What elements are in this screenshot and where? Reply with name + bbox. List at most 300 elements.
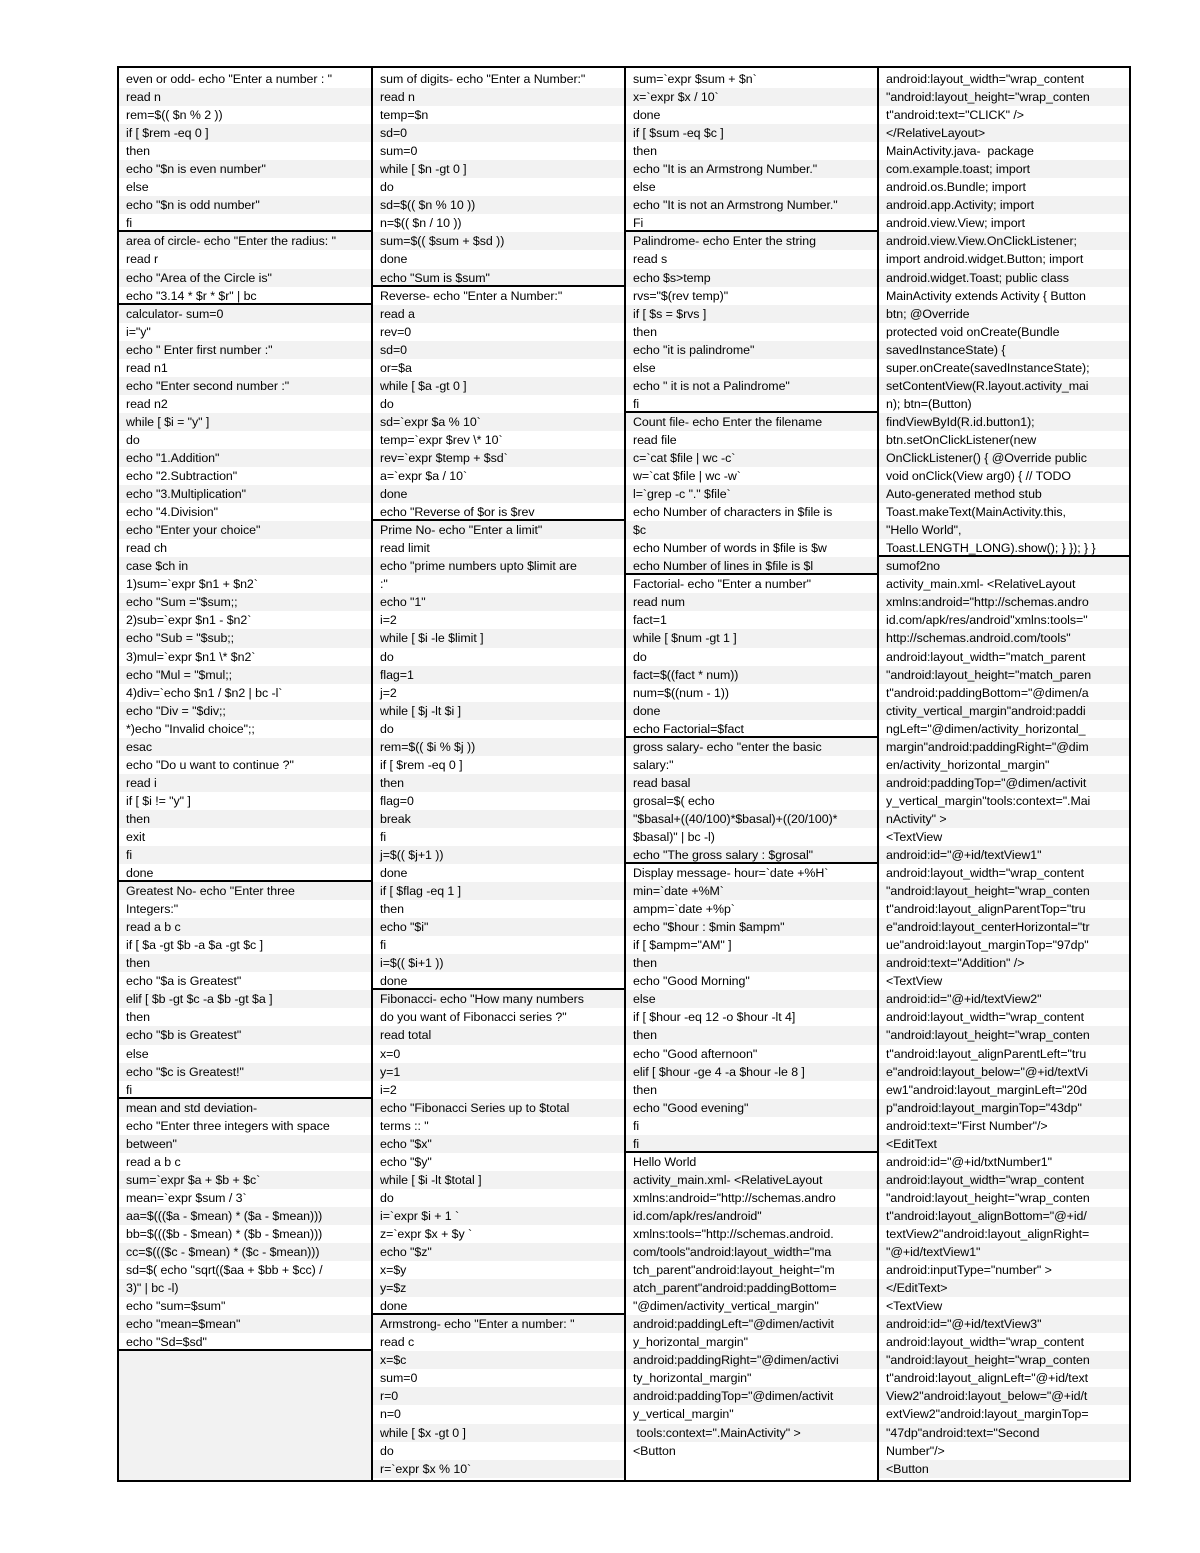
code-line: MainActivity extends Activity { Button <box>886 288 1086 303</box>
code-line: xmlns:android="http://schemas.andro <box>879 593 1129 611</box>
code-line: num=$((num - 1)) <box>633 685 729 700</box>
code-line: echo "sum=$sum" <box>126 1299 226 1314</box>
code-line: read c <box>380 1335 415 1350</box>
code-line: echo "$n is odd number" <box>119 196 371 214</box>
code-line: findViewById(R.id.button1); <box>879 413 1129 431</box>
code-line: fact=1 <box>633 613 667 628</box>
code-line: e"android:layout_centerHorizontal="tr <box>879 918 1129 936</box>
code-line: ue"android:layout_marginTop="97dp" <box>886 938 1089 953</box>
code-line: mean=`expr $sum / 3` <box>126 1190 247 1205</box>
code-line: android:text="First Number"/> <box>886 1118 1048 1133</box>
code-line: rem=$(( $i % $j )) <box>373 738 624 756</box>
code-line: echo "$x" <box>373 1135 624 1153</box>
code-line: echo "$a is Greatest" <box>126 974 242 989</box>
code-line: do <box>126 432 140 447</box>
code-line: echo "Sd=$sd" <box>119 1333 371 1351</box>
code-line: 1)sum=`expr $n1 + $n2` <box>126 577 258 592</box>
code-line: then <box>119 810 371 828</box>
code-line: 3)mul=`expr $n1 \* $n2` <box>126 649 256 664</box>
code-line: read r <box>126 252 159 267</box>
code-line: "$basal+((40/100)*$basal)+((20/100)* <box>626 810 877 828</box>
code-line: read a b c <box>126 1154 181 1169</box>
code-line: x=0 <box>380 1046 401 1061</box>
code-line: echo Number of characters in $file is <box>633 505 833 520</box>
code-line: <TextView <box>886 1299 943 1314</box>
code-line: btn; @Override <box>879 305 1129 323</box>
code-line: activity_main.xml- <RelativeLayout <box>886 577 1076 592</box>
code-line: y_horizontal_margin" <box>633 1335 748 1350</box>
code-line: echo "Reverse of $or is $rev <box>373 503 624 521</box>
code-line: then <box>626 1026 877 1044</box>
code-line: echo "Enter three integers with space <box>126 1118 330 1133</box>
code-line: do <box>380 649 394 664</box>
code-line: Reverse- echo "Enter a Number:" <box>380 288 563 303</box>
code-line: fi <box>119 1081 371 1099</box>
code-line: while [ $a -gt 0 ] <box>373 377 624 395</box>
code-line: http://schemas.android.com/tools" <box>879 629 1129 647</box>
code-line: View2"android:layout_below="@+id/t <box>879 1387 1129 1405</box>
code-line: $basal)" | bc -l) <box>633 829 715 844</box>
code-line: atch_parent"android:paddingBottom= <box>626 1279 877 1297</box>
code-line: if [ $sum -eq $c ] <box>626 124 877 142</box>
code-line: then <box>626 954 877 972</box>
code-line: <Button <box>633 1443 676 1458</box>
column-1 <box>119 68 373 1480</box>
code-line: then <box>126 144 150 159</box>
code-line: Palindrome- echo Enter the string <box>626 232 877 250</box>
code-line: then <box>380 902 404 917</box>
code-line: rvs="$(rev temp)" <box>633 288 729 303</box>
code-line: grosal=$( echo <box>633 793 715 808</box>
code-line: android.view.View; import <box>886 216 1026 231</box>
code-line: else <box>633 360 656 375</box>
empty-cell <box>119 1351 371 1480</box>
code-line: android:layout_width="wrap_content <box>886 866 1084 881</box>
code-line: ampm=`date +%p` <box>633 902 735 917</box>
code-line: mean and std deviation- <box>119 1099 371 1117</box>
code-line: z=`expr $x + $y ` <box>380 1227 473 1241</box>
code-line: OnClickListener() { @Override public <box>879 449 1129 467</box>
code-line: echo "Area of the Circle is" <box>119 269 371 287</box>
code-line: "@+id/textView1" <box>879 1243 1129 1261</box>
code-line: ctivity_vertical_margin"android:paddi <box>879 702 1129 720</box>
code-line: Number"/> <box>886 1443 945 1458</box>
code-line: android:id="@+id/textView1" <box>879 846 1129 864</box>
code-line: w=`cat $file | wc -w` <box>633 469 741 484</box>
code-line: while [ $i -le $limit ] <box>373 629 624 647</box>
code-line: echo "1.Addition" <box>119 449 371 467</box>
code-line: echo " Enter first number :" <box>119 341 371 359</box>
code-line: fi <box>380 938 387 953</box>
code-line: textView2"android:layout_alignRight= <box>886 1227 1090 1241</box>
code-line: com.example.toast; import <box>879 160 1129 178</box>
column-4 <box>879 68 1129 1480</box>
code-line: read file <box>633 432 677 447</box>
code-line: t"android:layout_alignLeft="@+id/text <box>886 1371 1089 1386</box>
code-line: android.os.Bundle; import <box>886 180 1026 195</box>
code-line: p"android:layout_marginTop="43dp" <box>879 1099 1129 1117</box>
code-line: aa=$((($a - $mean) * ($a - $mean))) <box>119 1207 371 1225</box>
code-line: echo Factorial=$fact <box>626 720 877 738</box>
code-line: read i <box>119 774 371 792</box>
code-line: Hello World <box>633 1154 697 1169</box>
code-line: read a b c <box>119 918 371 936</box>
code-line: rev=`expr $temp + $sd` <box>373 449 624 467</box>
code-line: android:layout_width="wrap_content <box>886 1010 1084 1025</box>
code-line: super.onCreate(savedInstanceState); <box>886 360 1090 375</box>
code-line: else <box>126 180 149 195</box>
code-line: read total <box>373 1026 624 1044</box>
code-line: *)echo "Invalid choice";; <box>126 721 255 736</box>
code-line: echo "$b is Greatest" <box>119 1026 371 1044</box>
code-line: activity_main.xml- <RelativeLayout <box>626 1171 877 1189</box>
code-line: echo "Fibonacci Series up to $total <box>373 1099 624 1117</box>
code-line: fi <box>633 1118 640 1133</box>
code-line: do <box>380 1190 394 1205</box>
code-line: else <box>633 180 656 195</box>
code-line: then <box>633 324 657 339</box>
code-line: rev=0 <box>380 324 412 339</box>
code-line: cc=$((($c - $mean) * ($c - $mean))) <box>119 1243 371 1261</box>
code-line: exit <box>126 829 146 844</box>
code-line: sum=$(( $sum + $sd )) <box>373 232 624 250</box>
code-line: echo "prime numbers upto $limit are <box>373 557 624 575</box>
code-line: </EditText> <box>879 1279 1129 1297</box>
code-line: sum=`expr $a + $b + $c` <box>119 1171 371 1189</box>
code-line: "47dp"android:text="Second <box>879 1424 1129 1442</box>
code-line: done <box>373 1297 624 1315</box>
code-line: echo "it is palindrome" <box>626 341 877 359</box>
code-line: i="y" <box>126 324 151 339</box>
code-line: 3)" | bc -l) <box>119 1279 371 1297</box>
code-line: echo "Good Morning" <box>633 974 750 989</box>
code-line: y_vertical_margin" <box>633 1407 734 1422</box>
code-line: j=$(( $j+1 )) <box>373 846 624 864</box>
code-line: break <box>373 810 624 828</box>
code-line: read n1 <box>126 360 168 375</box>
code-line: sd=0 <box>373 124 624 142</box>
code-line: done <box>119 864 371 882</box>
code-line: 4)div=`echo $n1 / $n2 | bc -l` <box>126 685 283 700</box>
code-line: done <box>380 252 408 267</box>
code-line: <EditText <box>879 1135 1129 1153</box>
code-line: android:id="@+id/textView2" <box>879 990 1129 1008</box>
code-line: while [ $num -gt 1 ] <box>626 629 877 647</box>
code-line: xmlns:android="http://schemas.andro <box>633 1190 836 1205</box>
code-line: sumof2no <box>879 557 1129 575</box>
code-line: x=$c <box>373 1351 624 1369</box>
code-line: echo "It is not an Armstrong Number." <box>626 196 877 214</box>
code-line: protected void onCreate(Bundle <box>886 324 1060 339</box>
code-line: read limit <box>380 541 430 556</box>
code-line: "android:layout_height="wrap_conten <box>879 1026 1129 1044</box>
code-line: r=0 <box>373 1387 624 1405</box>
code-line: if [ $flag -eq 1 ] <box>373 882 624 900</box>
code-line: Factorial- echo "Enter a number" <box>633 577 811 592</box>
code-line: y=$z <box>373 1279 624 1297</box>
column-2 <box>373 68 626 1480</box>
code-line: echo "2.Subtraction" <box>126 469 238 484</box>
code-line: android:layout_width="wrap_content <box>879 1171 1129 1189</box>
code-line: i=$(( $i+1 )) <box>373 954 624 972</box>
code-line: elif [ $hour -ge 4 -a $hour -le 8 ] <box>626 1063 877 1081</box>
code-line: id.com/apk/res/android" <box>626 1207 877 1225</box>
code-line: android:paddingTop="@dimen/activit <box>626 1387 877 1405</box>
code-line: Count file- echo Enter the filename <box>626 413 877 431</box>
code-line: while [ $x -gt 0 ] <box>373 1424 624 1442</box>
code-line: read n <box>373 88 624 106</box>
code-line: fi <box>380 829 387 844</box>
code-line: read basal <box>626 774 877 792</box>
code-line: then <box>373 774 624 792</box>
code-line: between" <box>119 1135 371 1153</box>
code-line: read ch <box>126 541 167 556</box>
code-line: done <box>626 702 877 720</box>
code-line: esac <box>119 738 371 756</box>
code-line: if [ $rem -eq 0 ] <box>380 757 463 772</box>
code-line: fact=$((fact * num)) <box>626 666 877 684</box>
code-line: or=$a <box>380 360 412 375</box>
code-line: com/tools"android:layout_width="ma <box>626 1243 877 1261</box>
code-line: calculator- sum=0 <box>119 305 371 323</box>
code-line: sum=0 <box>380 144 418 159</box>
code-line: tools:context=".MainActivity" > <box>626 1424 877 1442</box>
code-line: echo "Sum is $sum" <box>373 269 624 287</box>
code-line: n=$(( $n / 10 )) <box>380 216 462 231</box>
code-line: margin"android:paddingRight="@dim <box>879 738 1129 756</box>
code-line: y_vertical_margin"tools:context=".Mai <box>886 793 1091 808</box>
code-line: echo "Sum ="$sum;; <box>119 593 371 611</box>
code-line: r=`expr $x % 10` <box>373 1460 624 1478</box>
code-line: do <box>633 649 647 664</box>
code-line: $c <box>626 521 877 539</box>
code-line: if [ $a -gt $b -a $a -gt $c ] <box>126 938 263 953</box>
column-3 <box>626 68 879 1480</box>
code-line: done <box>633 108 661 123</box>
code-line: if [ $i != "y" ] <box>126 793 191 808</box>
code-line: Toast.LENGTH_LONG).show(); } }); } } <box>879 539 1129 557</box>
code-line: echo "4.Division" <box>126 505 218 520</box>
code-line: l=`grep -c "." $file` <box>626 485 877 503</box>
code-line: ngLeft="@dimen/activity_horizontal_ <box>886 721 1086 736</box>
code-line: nActivity" > <box>879 810 1129 828</box>
code-line: android.app.Activity; import <box>879 196 1129 214</box>
code-line: sum of digits- echo "Enter a Number:" <box>380 72 586 86</box>
code-line: "Hello World", <box>879 521 1129 539</box>
code-line: t"android:layout_alignBottom="@+id/ <box>879 1207 1129 1225</box>
code-line: Integers:" <box>126 902 179 917</box>
code-line: MainActivity.java- package <box>886 144 1034 159</box>
code-line: Armstrong- echo "Enter a number: " <box>373 1315 624 1333</box>
code-line: echo "Enter second number :" <box>119 377 371 395</box>
code-line: echo "Div = "$div;; <box>119 702 371 720</box>
code-line: sd=`expr $a % 10` <box>373 413 624 431</box>
code-line: echo "mean=$mean" <box>119 1315 371 1333</box>
code-line: i=`expr $i + 1 ` <box>373 1207 624 1225</box>
code-line: t"android:text="CLICK" /> <box>886 108 1024 123</box>
code-line: if [ $ampm="AM" ] <box>633 938 732 953</box>
code-line: done <box>380 866 408 881</box>
code-line: android:text="Addition" /> <box>879 954 1129 972</box>
code-line: echo "3.14 * $r * $r" | bc <box>119 287 371 305</box>
code-line: read a <box>373 305 624 323</box>
code-line: android:layout_width="wrap_content <box>886 72 1084 86</box>
cheat-sheet-table <box>117 66 1131 1482</box>
code-line: tch_parent"android:layout_height="m <box>633 1263 835 1278</box>
code-line: echo "Enter your choice" <box>119 521 371 539</box>
code-line: e"android:layout_below="@+id/textVi <box>879 1063 1129 1081</box>
code-line: Prime No- echo "Enter a limit" <box>373 521 624 539</box>
code-line: while [ $j -lt $i ] <box>373 702 624 720</box>
code-line: min=`date +%M` <box>626 882 877 900</box>
code-line: while [ $i = "y" ] <box>119 413 371 431</box>
code-line: case $ch in <box>119 557 371 575</box>
code-line: "@dimen/activity_vertical_margin" <box>633 1299 819 1314</box>
code-line: echo Number of words in $file is $w <box>633 541 827 556</box>
code-line: echo "$y" <box>380 1154 432 1169</box>
code-line: flag=1 <box>373 666 624 684</box>
code-line: "android:layout_height="wrap_conten <box>879 1351 1129 1369</box>
code-line: elif [ $b -gt $c -a $b -gt $a ] <box>119 990 371 1008</box>
code-line: echo "Mul = "$mul;; <box>119 666 371 684</box>
code-line: echo "Good afternoon" <box>633 1046 758 1061</box>
code-line: read n <box>119 88 371 106</box>
code-line: ty_horizontal_margin" <box>633 1371 752 1386</box>
code-line: x=`expr $x / 10` <box>626 88 877 106</box>
code-line: echo "$n is even number" <box>119 160 371 178</box>
code-line: "android:layout_height="match_paren <box>879 666 1129 684</box>
code-line: read s <box>633 252 668 267</box>
code-line: echo $s>temp <box>626 269 877 287</box>
code-line: "android:layout_height="wrap_conten <box>879 88 1129 106</box>
code-line: android.view.View.OnClickListener; <box>879 232 1129 250</box>
code-line: done <box>373 972 624 990</box>
code-line: android:paddingTop="@dimen/activit <box>879 774 1129 792</box>
code-line: <TextView <box>886 829 943 844</box>
code-line: echo "Good evening" <box>626 1099 877 1117</box>
code-line: x=$y <box>380 1263 407 1278</box>
code-line: sum=0 <box>380 1371 418 1386</box>
code-line: while [ $i -lt $total ] <box>373 1171 624 1189</box>
code-line: sd=0 <box>373 341 624 359</box>
code-line: i=2 <box>380 1082 397 1097</box>
code-line: import android.widget.Button; import <box>886 252 1084 267</box>
code-line: n); btn=(Button) <box>886 396 972 411</box>
code-line: android:layout_width="match_parent <box>886 649 1086 664</box>
code-line: terms :: " <box>380 1118 429 1133</box>
code-line: Fibonacci- echo "How many numbers <box>373 990 624 1008</box>
code-line: ew1"android:layout_marginLeft="20d <box>886 1082 1088 1097</box>
code-line: then <box>119 954 371 972</box>
code-line: gross salary- echo "enter the basic <box>626 738 877 756</box>
code-line: fi <box>626 1135 877 1153</box>
code-line: echo "$i" <box>373 918 624 936</box>
code-line: void onClick(View arg0) { // TODO <box>886 469 1071 484</box>
code-line: xmlns:tools="http://schemas.android. <box>633 1227 834 1241</box>
code-line: even or odd- echo "Enter a number : " <box>126 72 333 86</box>
code-line: fi <box>119 214 371 232</box>
code-line: :" <box>380 577 388 592</box>
code-line: area of circle- echo "Enter the radius: " <box>119 232 371 250</box>
code-line: do <box>380 180 394 195</box>
code-line: echo "$hour : $min $ampm" <box>626 918 877 936</box>
code-line: else <box>626 990 877 1008</box>
code-line: echo "Sub = "$sub;; <box>119 629 371 647</box>
code-line: </RelativeLayout> <box>879 124 1129 142</box>
code-line: Greatest No- echo "Enter three <box>119 882 371 900</box>
code-line: i=2 <box>380 613 397 628</box>
code-line: Display message- hour=`date +%H` <box>633 866 829 881</box>
code-line: fi <box>626 395 877 413</box>
code-line: android:id="@+id/txtNumber1" <box>886 1154 1052 1169</box>
code-line: rem=$(( $n % 2 )) <box>126 108 223 123</box>
code-line: android:id="@+id/textView3" <box>879 1315 1129 1333</box>
code-line: temp=`expr $rev \* 10` <box>380 432 503 447</box>
code-line: <Button <box>879 1460 1129 1478</box>
code-line: do <box>380 1443 394 1458</box>
code-line: flag=0 <box>380 793 414 808</box>
code-line: 2)sub=`expr $n1 - $n2` <box>126 613 252 628</box>
code-line: c=`cat $file | wc -c` <box>626 449 877 467</box>
code-line: read num <box>626 593 877 611</box>
code-line: t"android:layout_alignParentTop="tru <box>886 902 1086 917</box>
code-line: echo " it is not a Palindrome" <box>626 377 877 395</box>
code-line: if [ $rem -eq 0 ] <box>119 124 371 142</box>
code-line: savedInstanceState) { <box>879 341 1129 359</box>
code-line: if [ $s = $rvs ] <box>626 305 877 323</box>
code-line: btn.setOnClickListener(new <box>886 432 1037 447</box>
code-line: then <box>633 1082 657 1097</box>
code-line: echo "1" <box>373 593 624 611</box>
code-line: n=0 <box>380 1407 401 1422</box>
code-line: j=2 <box>380 685 397 700</box>
code-line: extView2"android:layout_marginTop= <box>886 1407 1089 1422</box>
code-line: sd=$(( $n % 10 )) <box>373 196 624 214</box>
code-line: android:paddingRight="@dimen/activi <box>626 1351 877 1369</box>
code-line: do you want of Fibonacci series ?" <box>380 1010 567 1025</box>
code-line: echo "The gross salary : $grosal" <box>626 846 877 864</box>
code-line: android:paddingLeft="@dimen/activit <box>626 1315 877 1333</box>
code-line: id.com/apk/res/android"xmlns:tools=" <box>886 613 1088 628</box>
code-line: read n2 <box>126 396 168 411</box>
code-line: "android:layout_height="wrap_conten <box>879 882 1129 900</box>
code-line: done <box>373 485 624 503</box>
code-line: echo "Do u want to continue ?" <box>126 757 294 772</box>
code-line: y=1 <box>373 1063 624 1081</box>
code-line: t"android:paddingBottom="@dimen/a <box>886 685 1089 700</box>
code-line: do <box>380 721 394 736</box>
code-line: if [ $hour -eq 12 -o $hour -lt 4] <box>633 1010 796 1025</box>
code-line: a=`expr $a / 10` <box>380 469 468 484</box>
code-line: android.widget.Toast; public class <box>879 269 1129 287</box>
code-line: Toast.makeText(MainActivity.this, <box>886 505 1066 520</box>
code-line: echo "$z" <box>373 1243 624 1261</box>
code-line: while [ $n -gt 0 ] <box>373 160 624 178</box>
code-line: do <box>380 396 394 411</box>
code-line: android:inputType="number" > <box>886 1263 1052 1278</box>
code-line: fi <box>119 846 371 864</box>
code-line: then <box>633 144 657 159</box>
code-line: sd=$( echo "sqrt(($aa + $bb + $cc) / <box>126 1263 323 1278</box>
code-line: <TextView <box>886 974 943 989</box>
code-line: else <box>126 1046 149 1061</box>
code-line: Auto-generated method stub <box>879 485 1129 503</box>
code-line: echo Number of lines in $file is $l <box>626 557 877 575</box>
code-line: echo "3.Multiplication" <box>119 485 371 503</box>
code-line: Fi <box>626 214 877 232</box>
code-line: salary:" <box>633 757 674 772</box>
code-line: then <box>126 1010 150 1025</box>
